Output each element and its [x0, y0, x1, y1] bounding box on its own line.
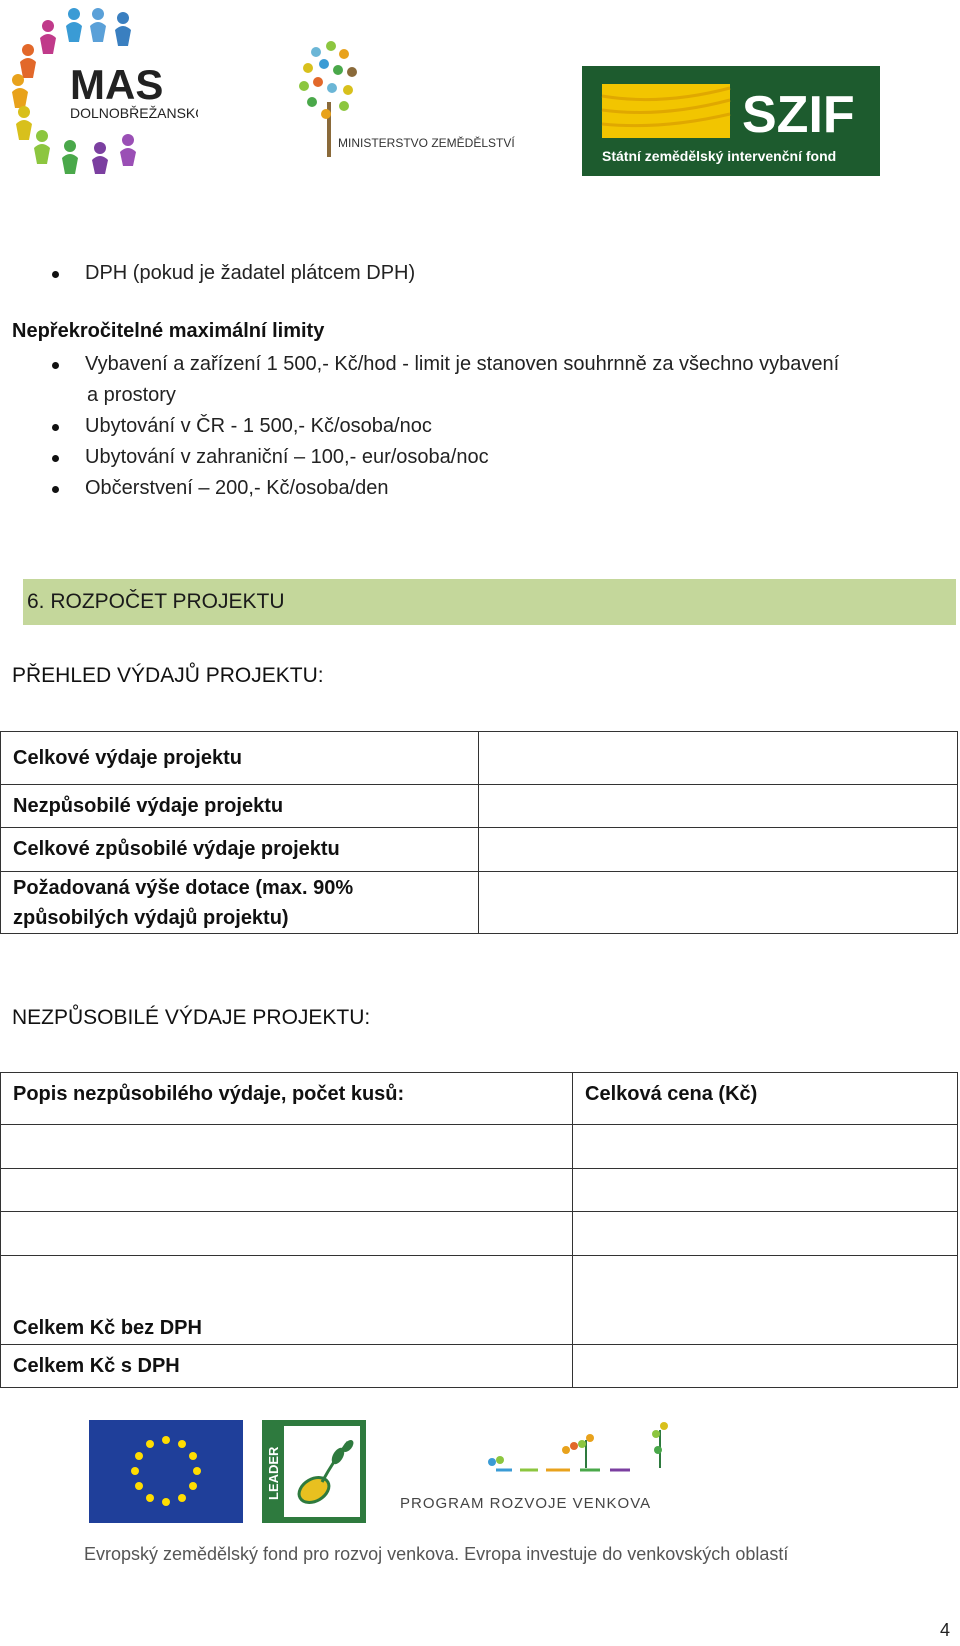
table-row [1, 732, 958, 785]
total-no-vat-label: Celkem Kč bez DPH [1, 1256, 573, 1345]
total-vat-label: Celkem Kč s DPH [1, 1345, 573, 1388]
limits-heading: Nepřekročitelné maximální limity [12, 320, 325, 342]
value-cell[interactable] [479, 872, 958, 934]
list-item: Ubytování v zahraniční – 100,- eur/osoba/noc [0, 442, 839, 473]
total-vat-value[interactable] [573, 1345, 958, 1388]
table-header-row [1, 1073, 958, 1125]
price-cell[interactable] [573, 1125, 958, 1169]
ministry-label: MINISTERSTVO ZEMĚDĚLSTVÍ [338, 136, 515, 150]
list-item-continuation: a prostory [87, 384, 176, 406]
mas-subtitle: DOLNOBŘEŽANSKO [70, 105, 198, 121]
list-item: Vybavení a zařízení 1 500,- Kč/hod - limit je stanoven souhrnně za všechno vybavení [0, 349, 839, 380]
row-label: Celkové způsobilé výdaje projektu [1, 828, 479, 872]
row-label: Nezpůsobilé výdaje projektu [1, 785, 479, 828]
field-icon [602, 84, 730, 138]
overview-heading: PŘEHLED VÝDAJŮ PROJEKTU: [12, 664, 324, 687]
total-no-vat-value[interactable] [573, 1256, 958, 1345]
section-header [23, 579, 956, 625]
price-cell[interactable] [573, 1212, 958, 1256]
leader-logo [262, 1420, 366, 1523]
column-header-price: Celková cena (Kč) [573, 1073, 958, 1125]
table-row [1, 1125, 958, 1169]
table-row [1, 828, 958, 872]
table-row [1, 1169, 958, 1212]
column-header-description: Popis nezpůsobilého výdaje, počet kusů: [1, 1073, 573, 1125]
list-item: Ubytování v ČR - 1 500,- Kč/osoba/noc [0, 411, 839, 442]
overview-table [0, 731, 958, 934]
leader-label: LEADER [266, 1446, 281, 1500]
list-item: DPH (pokud je žadatel plátcem DPH) [0, 258, 415, 289]
section-title: 6. ROZPOČET PROJEKTU [27, 590, 285, 613]
sprouts-icon [488, 1422, 668, 1470]
program-label: PROGRAM ROZVOJE VENKOVA [400, 1495, 652, 1512]
ministry-logo [286, 32, 546, 172]
row-label: Požadovaná výše dotace (max. 90% způsobilých výdajů projektu) [1, 872, 479, 934]
eu-stars-icon [131, 1436, 201, 1506]
ineligible-table [0, 1072, 958, 1388]
szif-logo [582, 66, 880, 176]
description-cell[interactable] [1, 1169, 573, 1212]
footer-caption: Evropský zemědělský fond pro rozvoj venkova. Evropa investuje do venkovských oblastí [84, 1544, 789, 1564]
mas-title: MAS [70, 61, 164, 108]
table-row [1, 1256, 958, 1345]
szif-title: SZIF [742, 86, 855, 144]
limits-list [0, 349, 839, 504]
ineligible-heading: NEZPŮSOBILÉ VÝDAJE PROJEKTU: [12, 1006, 371, 1029]
value-cell[interactable] [479, 785, 958, 828]
page-number: 4 [940, 1620, 951, 1640]
program-logo [396, 1420, 696, 1523]
vat-list [0, 258, 415, 289]
description-cell[interactable] [1, 1125, 573, 1169]
description-cell[interactable] [1, 1212, 573, 1256]
table-row [1, 1345, 958, 1388]
value-cell[interactable] [479, 732, 958, 785]
table-row [1, 872, 958, 934]
table-row [1, 1212, 958, 1256]
szif-subtitle: Státní zemědělský intervenční fond [602, 148, 837, 164]
mas-logo [8, 4, 198, 176]
list-item: Občerstvení – 200,- Kč/osoba/den [0, 473, 839, 504]
eu-flag-logo [89, 1420, 243, 1523]
price-cell[interactable] [573, 1169, 958, 1212]
value-cell[interactable] [479, 828, 958, 872]
row-label: Celkové výdaje projektu [1, 732, 479, 785]
table-row [1, 785, 958, 828]
